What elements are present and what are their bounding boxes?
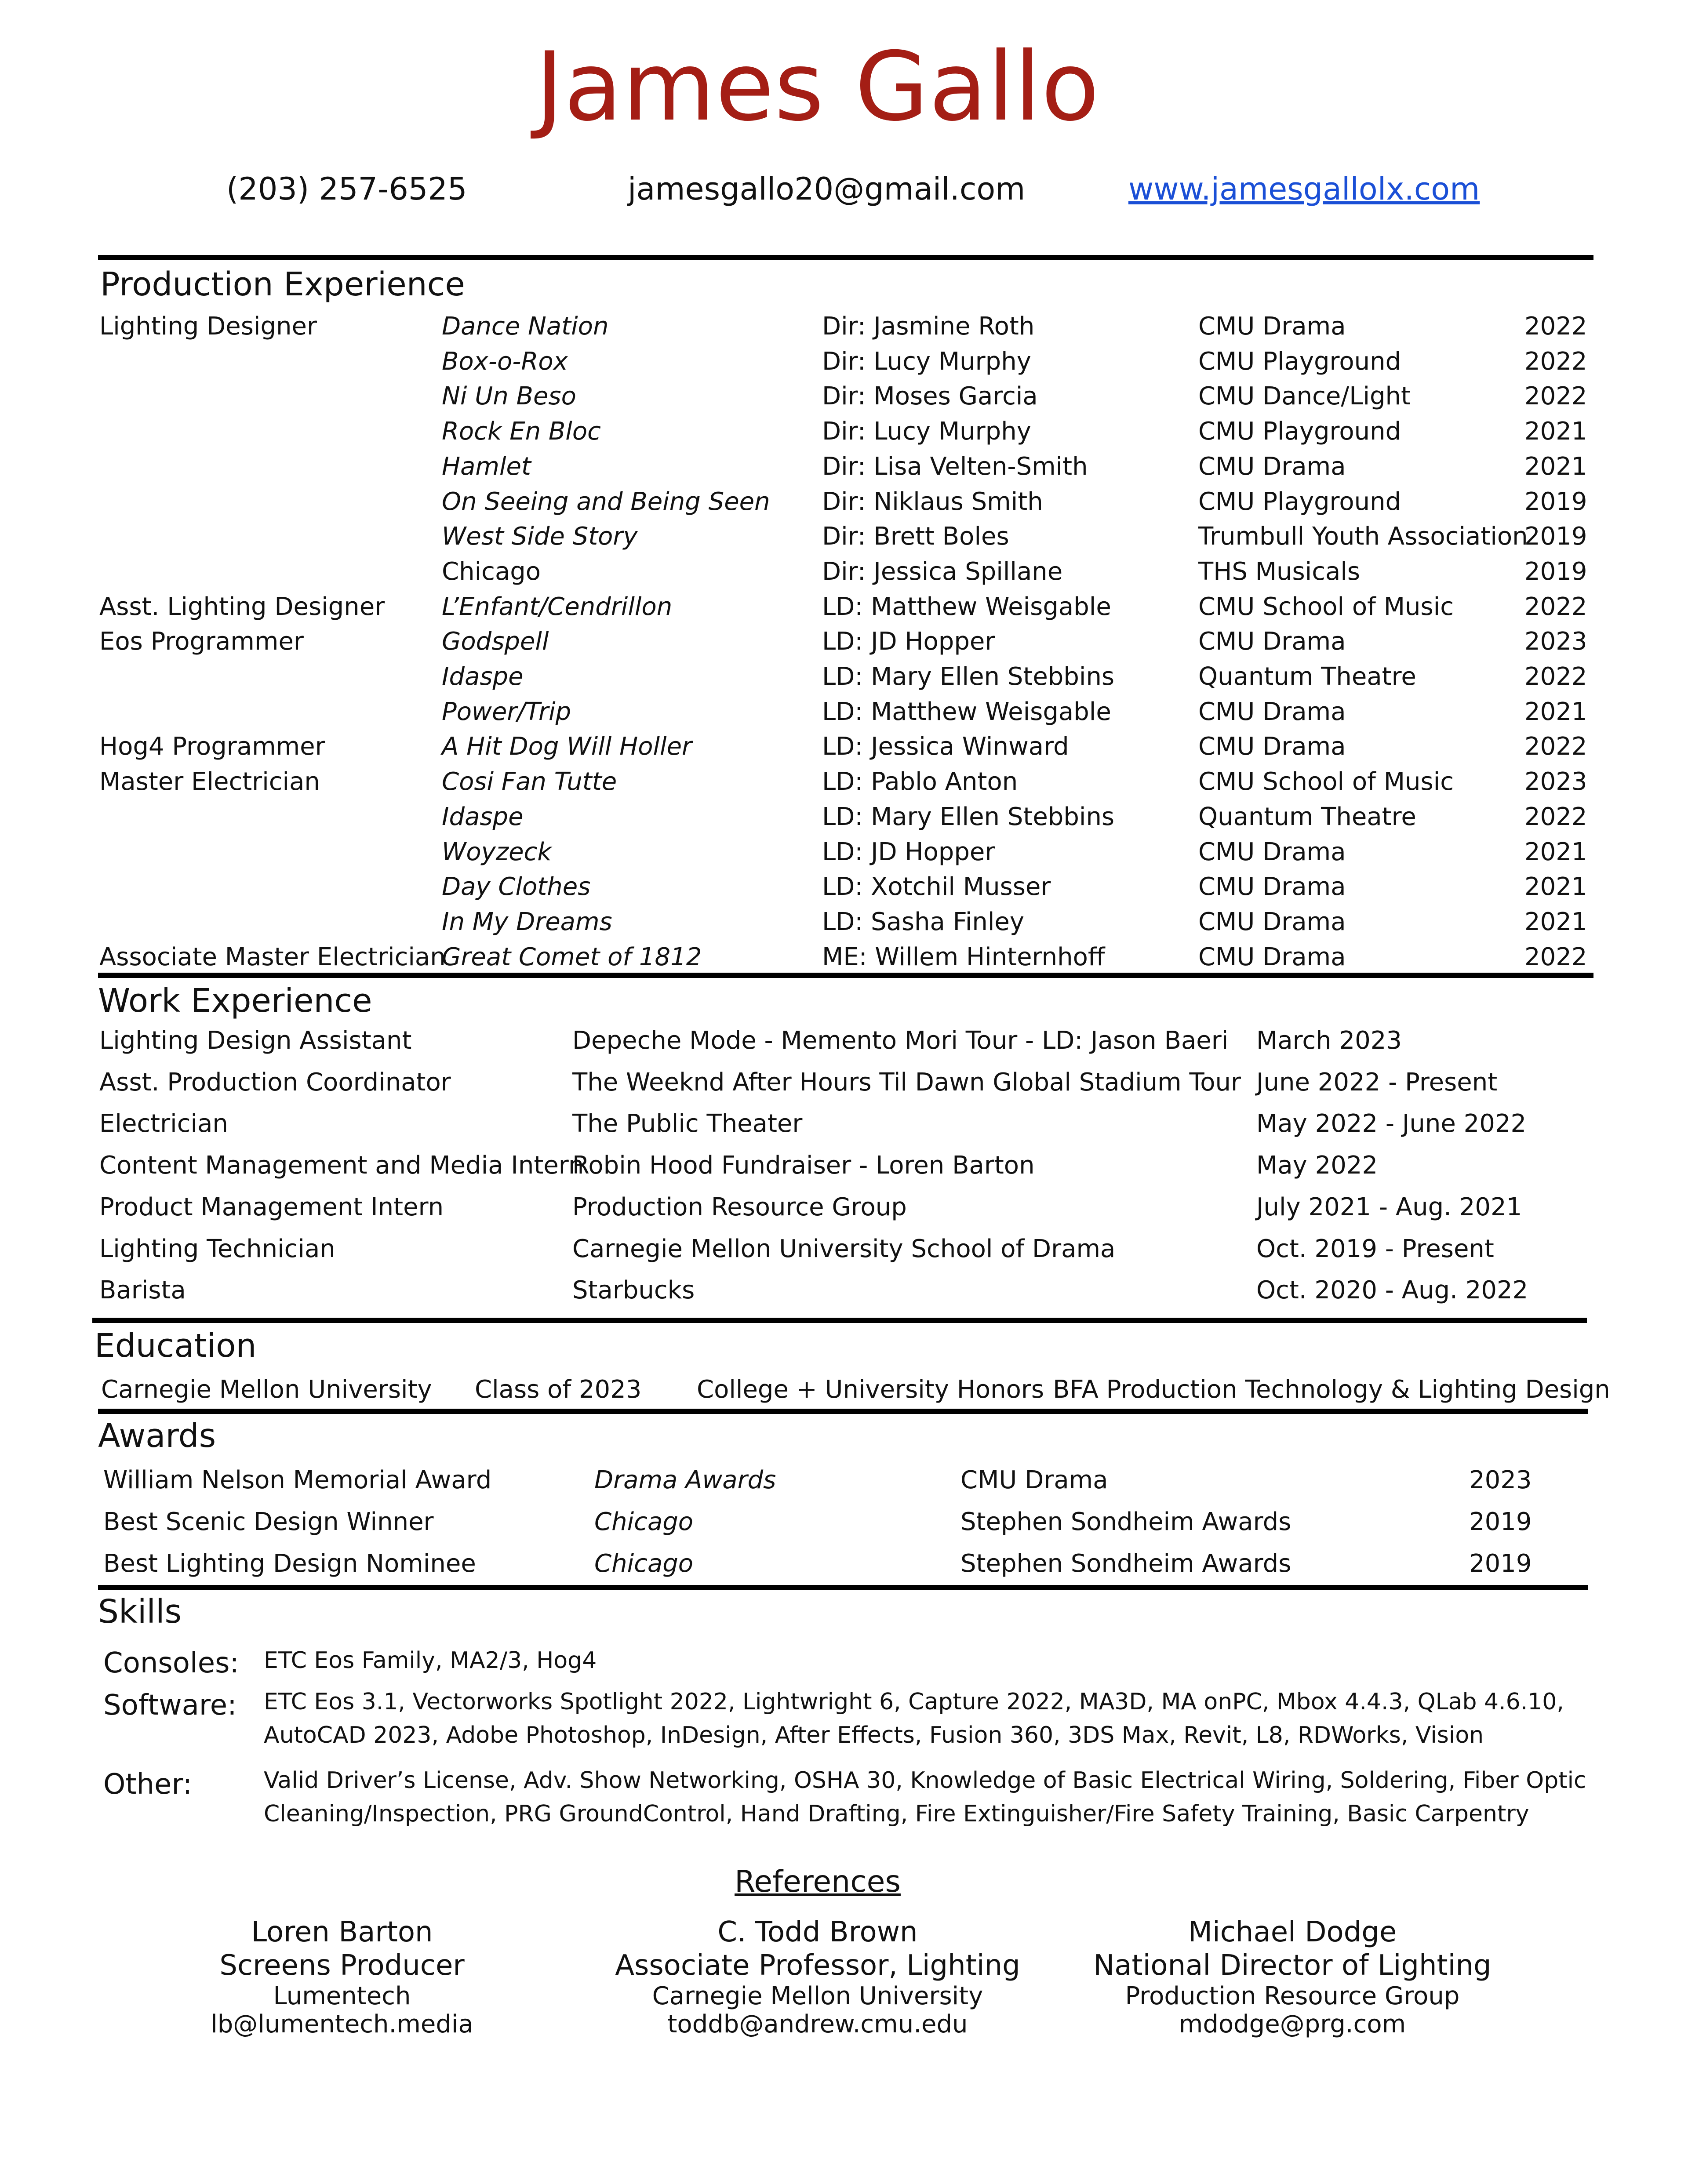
work-employer: Starbucks	[572, 1276, 695, 1305]
website-link[interactable]: www.jamesgallolx.com	[1128, 171, 1480, 207]
production-organization: Trumbull Youth Association	[1198, 522, 1528, 551]
production-director: LD: Xotchil Musser	[822, 872, 1051, 901]
production-role: Associate Master Electrician	[99, 943, 446, 971]
work-employer: Production Resource Group	[572, 1193, 907, 1221]
production-organization: CMU Playground	[1198, 347, 1401, 376]
production-year: 2021	[1524, 838, 1587, 866]
production-organization: Quantum Theatre	[1198, 803, 1416, 831]
production-year: 2021	[1524, 908, 1587, 936]
reference-title: Associate Professor, Lighting	[615, 1949, 1020, 1982]
production-show-title: Day Clothes	[442, 872, 591, 901]
skills-other-line-1: Valid Driver’s License, Adv. Show Networking, OSHA 30, Knowledge of Basic Electrical Wiring, Soldering, Fiber Optic	[264, 1767, 1586, 1794]
work-role: Product Management Intern	[99, 1193, 444, 1221]
production-year: 2021	[1524, 452, 1587, 481]
award-year: 2019	[1469, 1549, 1532, 1578]
award-show: Drama Awards	[594, 1466, 776, 1494]
production-year: 2019	[1524, 487, 1587, 516]
production-director: LD: Matthew Weisgable	[822, 698, 1111, 726]
production-organization: CMU Drama	[1198, 452, 1346, 481]
work-role: Content Management and Media Intern	[99, 1151, 584, 1180]
skills-heading: Skills	[98, 1593, 182, 1631]
production-role: Lighting Designer	[99, 312, 317, 341]
production-heading: Production Experience	[100, 265, 465, 303]
production-show-title: Box-o-Rox	[442, 347, 568, 376]
production-show-title: In My Dreams	[442, 908, 612, 936]
production-role: Eos Programmer	[99, 627, 304, 656]
production-organization: CMU Drama	[1198, 838, 1346, 866]
reference-card	[1051, 1915, 1534, 2039]
work-role: Asst. Production Coordinator	[99, 1068, 451, 1097]
work-dates: June 2022 - Present	[1256, 1068, 1498, 1097]
production-show-title: On Seeing and Being Seen	[442, 487, 770, 516]
production-organization: THS Musicals	[1198, 557, 1361, 586]
work-dates: March 2023	[1256, 1026, 1402, 1055]
production-organization: CMU School of Music	[1198, 592, 1454, 621]
production-director: Dir: Lisa Velten-Smith	[822, 452, 1088, 481]
production-director: ME: Willem Hinternhoff	[822, 943, 1105, 971]
production-show-title: West Side Story	[442, 522, 638, 551]
award-organization: CMU Drama	[960, 1466, 1108, 1494]
award-organization: Stephen Sondheim Awards	[960, 1508, 1291, 1536]
production-director: LD: Mary Ellen Stebbins	[822, 662, 1115, 691]
production-show-title: Woyzeck	[442, 838, 552, 866]
production-role: Master Electrician	[99, 767, 320, 796]
production-director: Dir: Jasmine Roth	[822, 312, 1035, 341]
education-class: Class of 2023	[475, 1375, 642, 1404]
production-show-title: Idaspe	[442, 662, 524, 691]
reference-email[interactable]: lb@lumentech.media	[211, 2010, 473, 2039]
production-organization: CMU Drama	[1198, 943, 1346, 971]
education-honors: College + University Honors	[697, 1375, 1044, 1404]
production-show-title: Dance Nation	[442, 312, 609, 341]
work-dates: Oct. 2019 - Present	[1256, 1235, 1494, 1263]
production-year: 2021	[1524, 872, 1587, 901]
production-year: 2022	[1524, 732, 1587, 761]
production-show-title: A Hit Dog Will Holler	[442, 732, 692, 761]
production-show-title: Ni Un Beso	[442, 382, 576, 411]
production-director: Dir: Lucy Murphy	[822, 417, 1031, 446]
production-director: Dir: Brett Boles	[822, 522, 1009, 551]
reference-org: Lumentech	[273, 1982, 411, 2010]
reference-org: Carnegie Mellon University	[652, 1982, 983, 2010]
work-role: Lighting Design Assistant	[99, 1026, 412, 1055]
production-organization: CMU Playground	[1198, 417, 1401, 446]
production-director: LD: JD Hopper	[822, 838, 995, 866]
skills-software-label: Software:	[103, 1689, 237, 1722]
production-director: Dir: Jessica Spillane	[822, 557, 1063, 586]
skills-other-label: Other:	[103, 1768, 193, 1801]
work-role: Lighting Technician	[99, 1235, 335, 1263]
production-organization: CMU Drama	[1198, 732, 1346, 761]
production-year: 2019	[1524, 557, 1587, 586]
production-show-title: Hamlet	[442, 452, 531, 481]
award-year: 2019	[1469, 1508, 1532, 1536]
section-divider	[98, 255, 1593, 260]
production-director: LD: Mary Ellen Stebbins	[822, 803, 1115, 831]
production-director: LD: JD Hopper	[822, 627, 995, 656]
work-role: Barista	[99, 1276, 186, 1305]
work-dates: July 2021 - Aug. 2021	[1256, 1193, 1522, 1221]
production-year: 2022	[1524, 943, 1587, 971]
name-title: James Gallo	[535, 32, 1100, 142]
award-name: William Nelson Memorial Award	[103, 1466, 492, 1494]
production-show-title: Cosi Fan Tutte	[442, 767, 617, 796]
production-show-title: Power/Trip	[442, 698, 571, 726]
production-role: Asst. Lighting Designer	[99, 592, 385, 621]
production-role: Hog4 Programmer	[99, 732, 325, 761]
production-organization: CMU Playground	[1198, 487, 1401, 516]
work-employer: The Public Theater	[572, 1109, 803, 1138]
reference-email[interactable]: toddb@andrew.cmu.edu	[667, 2010, 968, 2039]
production-director: LD: Sasha Finley	[822, 908, 1024, 936]
skills-consoles-text: ETC Eos Family, MA2/3, Hog4	[264, 1647, 597, 1674]
email-address: jamesgallo20@gmail.com	[628, 171, 1026, 207]
education-heading: Education	[95, 1327, 257, 1365]
reference-name: Loren Barton	[251, 1916, 433, 1948]
production-organization: CMU Drama	[1198, 312, 1346, 341]
reference-name: C. Todd Brown	[717, 1916, 918, 1948]
production-director: LD: Pablo Anton	[822, 767, 1018, 796]
references-heading: References	[735, 1864, 901, 1899]
skills-software-line-1: ETC Eos 3.1, Vectorworks Spotlight 2022, Lightwright 6, Capture 2022, MA3D, MA onPC, Mbox 4.4.3, QLab 4.6.10,	[264, 1689, 1564, 1715]
education-degree: BFA Production Technology & Lighting Design	[1053, 1375, 1610, 1404]
production-organization: CMU Drama	[1198, 627, 1346, 656]
reference-name: Michael Dodge	[1188, 1916, 1397, 1948]
production-year: 2022	[1524, 803, 1587, 831]
work-employer: Carnegie Mellon University School of Drama	[572, 1235, 1116, 1263]
production-year: 2022	[1524, 382, 1587, 411]
reference-org: Production Resource Group	[1125, 1982, 1460, 2010]
work-dates: Oct. 2020 - Aug. 2022	[1256, 1276, 1528, 1305]
production-director: Dir: Niklaus Smith	[822, 487, 1043, 516]
production-year: 2019	[1524, 522, 1587, 551]
award-organization: Stephen Sondheim Awards	[960, 1549, 1291, 1578]
production-show-title: Chicago	[442, 557, 541, 586]
work-heading: Work Experience	[98, 982, 372, 1020]
work-role: Electrician	[99, 1109, 228, 1138]
production-director: Dir: Moses Garcia	[822, 382, 1038, 411]
production-organization: CMU School of Music	[1198, 767, 1454, 796]
production-year: 2021	[1524, 417, 1587, 446]
skills-other-line-2: Cleaning/Inspection, PRG GroundControl, Hand Drafting, Fire Extinguisher/Fire Safety Training, Basic Carpentry	[264, 1801, 1529, 1827]
work-employer: Robin Hood Fundraiser - Loren Barton	[572, 1151, 1035, 1180]
production-director: LD: Matthew Weisgable	[822, 592, 1111, 621]
reference-email[interactable]: mdodge@prg.com	[1179, 2010, 1406, 2039]
section-divider	[98, 1409, 1588, 1414]
production-year: 2023	[1524, 767, 1587, 796]
production-year: 2022	[1524, 347, 1587, 376]
award-show: Chicago	[594, 1508, 694, 1536]
work-dates: May 2022 - June 2022	[1256, 1109, 1527, 1138]
section-divider	[98, 973, 1593, 978]
production-show-title: Godspell	[442, 627, 549, 656]
production-year: 2022	[1524, 662, 1587, 691]
award-name: Best Scenic Design Winner	[103, 1508, 434, 1536]
production-year: 2022	[1524, 312, 1587, 341]
work-dates: May 2022	[1256, 1151, 1378, 1180]
skills-consoles-label: Consoles:	[103, 1647, 239, 1679]
phone-number: (203) 257-6525	[226, 171, 467, 207]
production-show-title: Rock En Bloc	[442, 417, 601, 446]
production-organization: CMU Drama	[1198, 908, 1346, 936]
reference-title: Screens Producer	[219, 1949, 465, 1982]
production-organization: CMU Drama	[1198, 872, 1346, 901]
production-organization: CMU Dance/Light	[1198, 382, 1411, 411]
award-show: Chicago	[594, 1549, 694, 1578]
awards-heading: Awards	[98, 1417, 216, 1455]
work-employer: The Weeknd After Hours Til Dawn Global Stadium Tour	[572, 1068, 1241, 1097]
production-show-title: L’Enfant/Cendrillon	[442, 592, 673, 621]
production-director: LD: Jessica Winward	[822, 732, 1069, 761]
production-organization: CMU Drama	[1198, 698, 1346, 726]
education-school: Carnegie Mellon University	[101, 1375, 432, 1404]
production-director: Dir: Lucy Murphy	[822, 347, 1031, 376]
production-year: 2022	[1524, 592, 1587, 621]
reference-card	[576, 1915, 1059, 2039]
section-divider	[98, 1585, 1588, 1590]
skills-software-line-2: AutoCAD 2023, Adobe Photoshop, InDesign, After Effects, Fusion 360, 3DS Max, Revit, L8, RDWorks, Vision	[264, 1722, 1484, 1748]
section-divider	[92, 1318, 1587, 1323]
reference-card	[100, 1915, 584, 2039]
production-show-title: Great Comet of 1812	[442, 943, 702, 971]
production-year: 2023	[1524, 627, 1587, 656]
work-employer: Depeche Mode - Memento Mori Tour - LD: Jason Baeri	[572, 1026, 1229, 1055]
reference-title: National Director of Lighting	[1093, 1949, 1492, 1982]
award-year: 2023	[1469, 1466, 1532, 1494]
production-organization: Quantum Theatre	[1198, 662, 1416, 691]
award-name: Best Lighting Design Nominee	[103, 1549, 476, 1578]
production-year: 2021	[1524, 698, 1587, 726]
production-show-title: Idaspe	[442, 803, 524, 831]
